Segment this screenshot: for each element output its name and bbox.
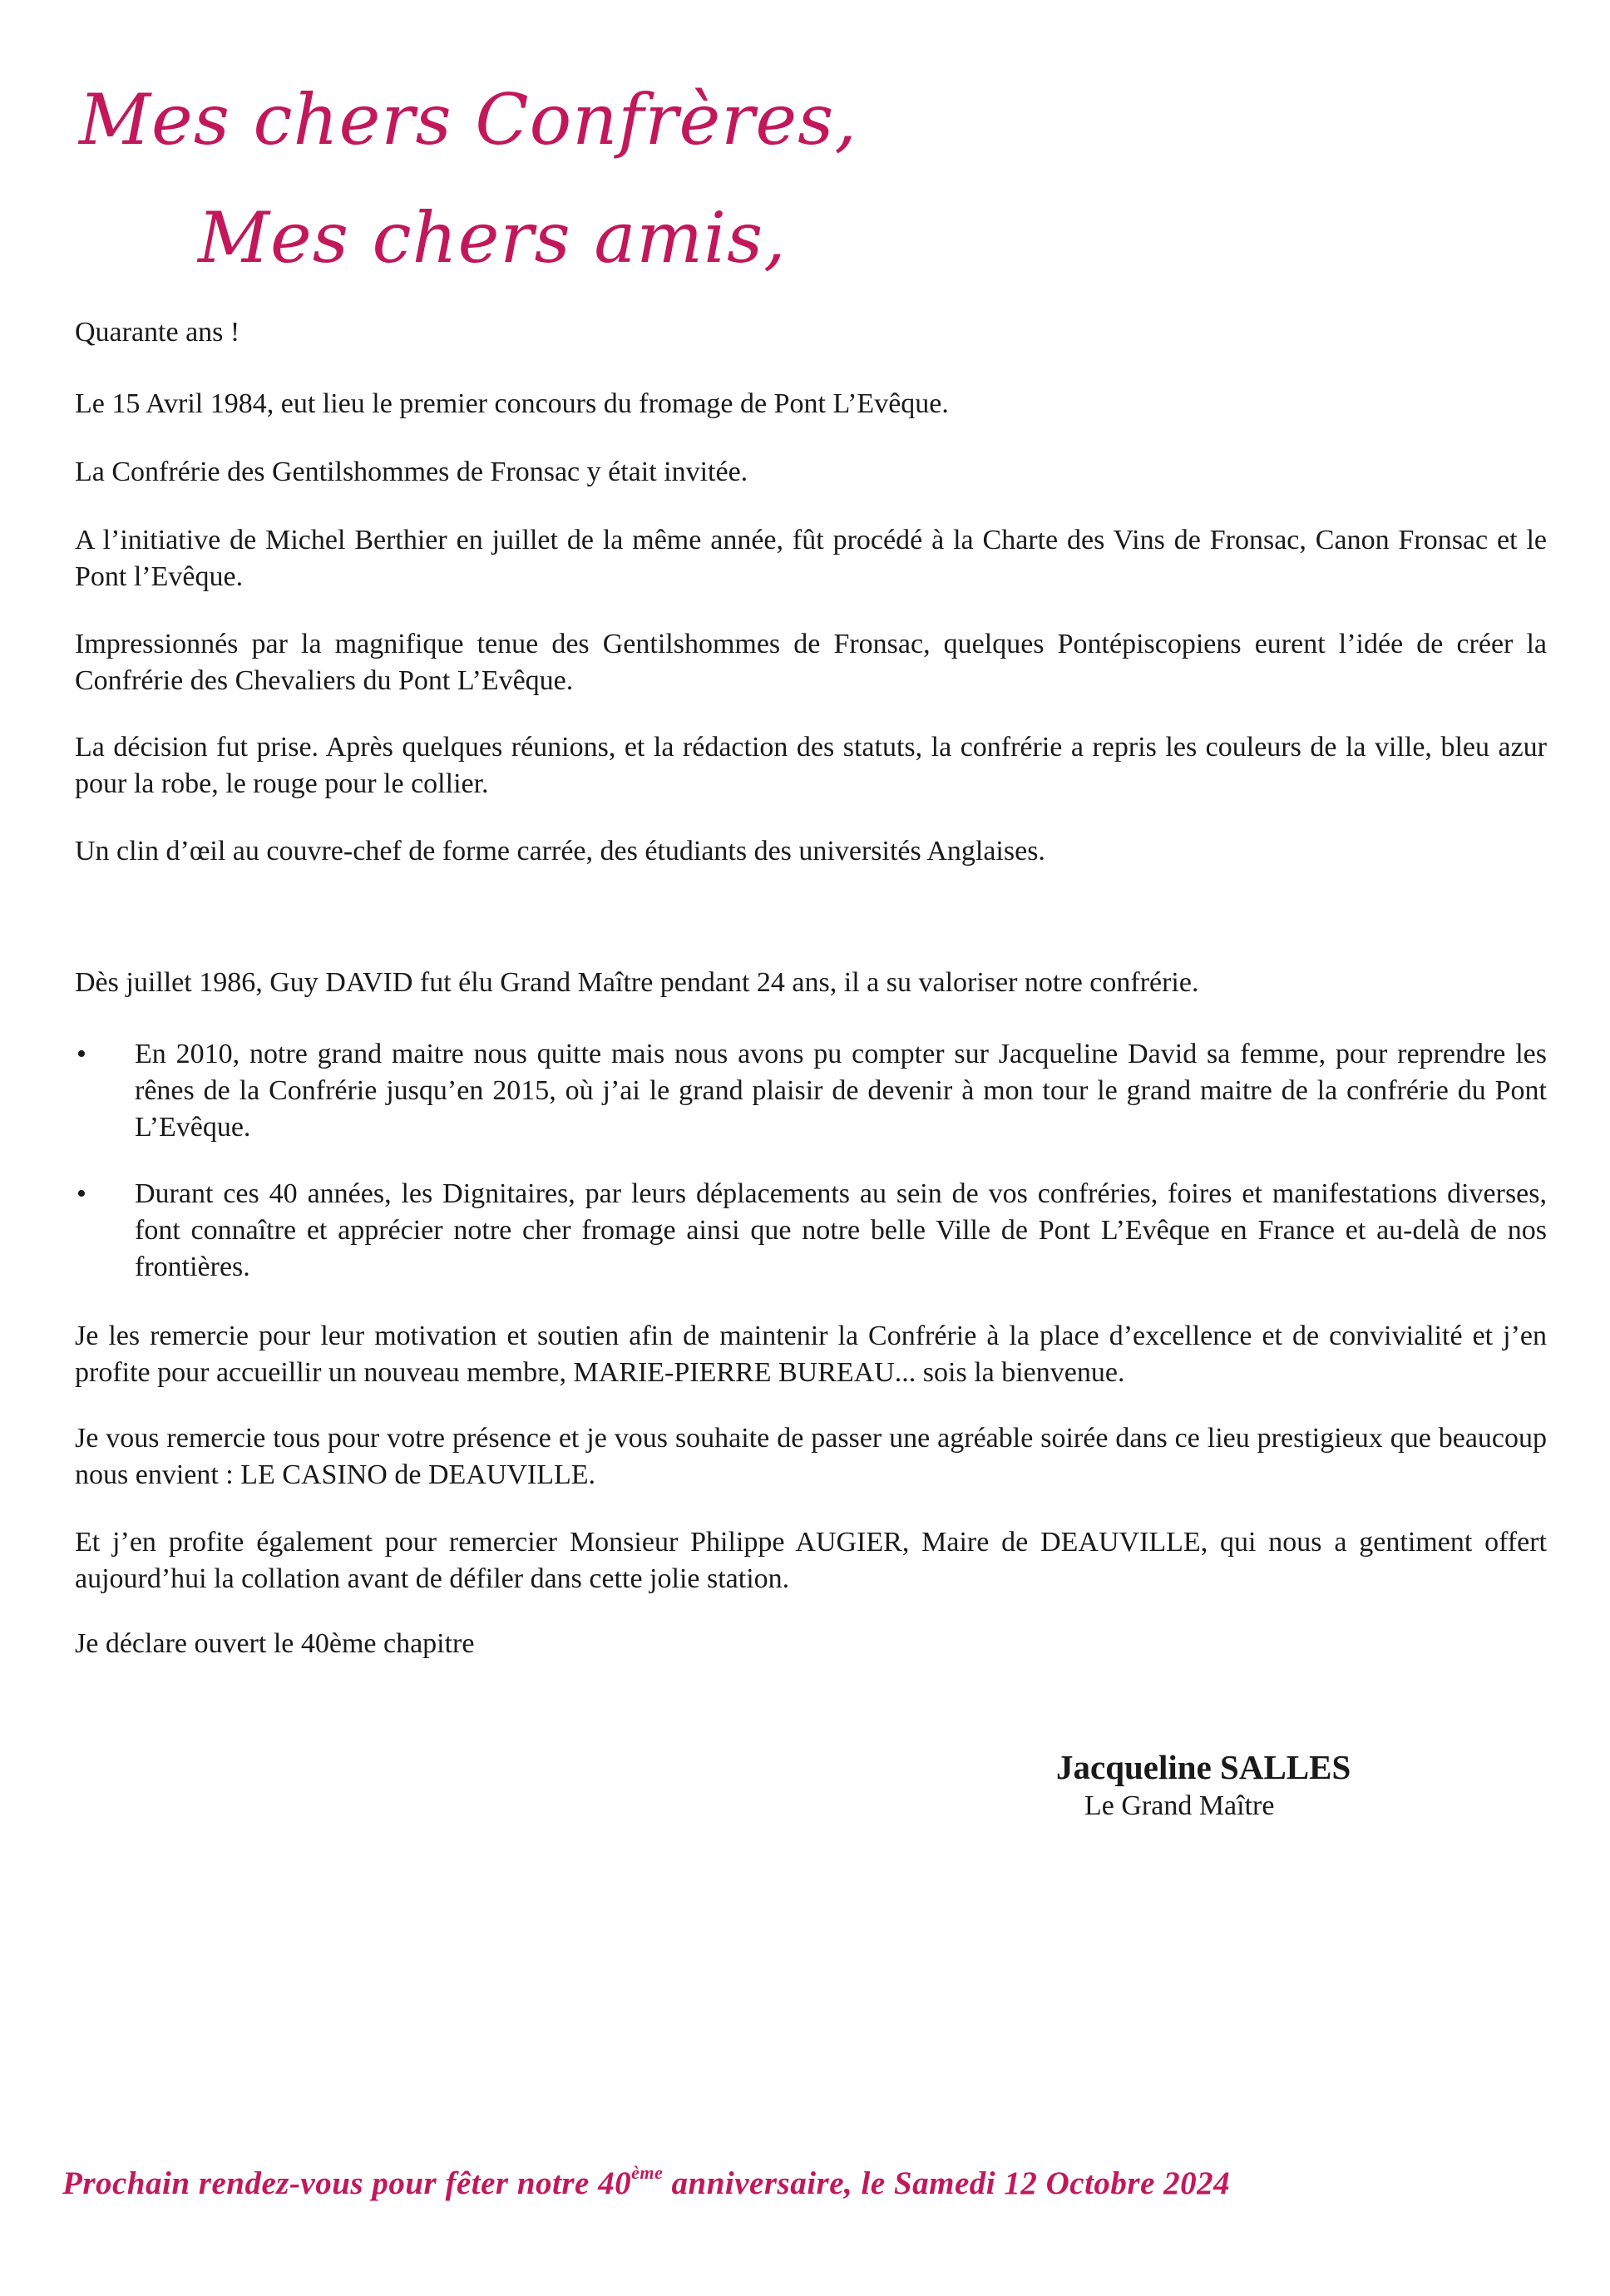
signature-name: Jacqueline SALLES xyxy=(1056,1748,1351,1786)
paragraph-decision: La décision fut prise. Après quelques réunions, et la rédaction des statuts, la confrérie a repris les couleurs de la ville, bleu azur pour la robe, le rouge pour le collier. xyxy=(75,732,1547,799)
bullet-text: En 2010, notre grand maitre nous quitte mais nous avons pu compter sur Jacqueline David sa femme, pour reprendre les rênes de la Confrérie jusqu’en 2015, où j’ai le grand plaisir de devenir à mon tour le grand maitre de la confrérie du Pont L’Evêque. xyxy=(135,1039,1547,1143)
salutation-line-1: Mes chers Confrères, xyxy=(79,79,857,160)
paragraph-charter: A l’initiative de Michel Berthier en juillet de la même année, fût procédé à la Charte des Vins de Fronsac, Canon Fronsac et le Pont l’Evêque. xyxy=(75,525,1547,592)
bullet-text: Durant ces 40 années, les Dignitaires, par leurs déplacements au sein de vos confréries, foires et manifestations diverses, font connaître et apprécier notre cher fromage ainsi que notre belle Ville de Pont L’Evêque en France et au-delà de nos frontières. xyxy=(135,1178,1547,1282)
bullet-marker: • xyxy=(77,1039,86,1069)
salutation-line-2: Mes chers amis, xyxy=(198,197,787,279)
paragraph-thanks-presence: Je vous remercie tous pour votre présence et je vous souhaite de passer une agréable soirée dans ce lieu prestigieux que beaucoup nous envient : LE CASINO de DEAUVILLE. xyxy=(75,1423,1547,1490)
footer-text-after: anniversaire, le Samedi 12 Octobre 2024 xyxy=(663,2165,1231,2201)
footer-text-before: Prochain rendez-vous pour fêter notre 40 xyxy=(62,2165,632,2201)
paragraph-intro: Quarante ans ! xyxy=(75,317,240,348)
signature-block xyxy=(1056,1746,1351,1824)
paragraph-creation: Impressionnés par la magnifique tenue des Gentilshommes de Fronsac, quelques Pontépiscopiens eurent l’idée de créer la Confrérie des Chevaliers du Pont L’Evêque. xyxy=(75,629,1547,696)
footer-superscript: ème xyxy=(631,2162,664,2183)
paragraph-thanks-members: Je les remercie pour leur motivation et soutien afin de maintenir la Confrérie à la place d’excellence et de convivialité et j’en profite pour accueillir un nouveau membre, MARIE-PIERRE BUREAU... sois la bienvenue. xyxy=(75,1321,1547,1388)
paragraph-hat: Un clin d’œil au couvre-chef de forme carrée, des étudiants des universités Anglaises. xyxy=(75,836,1045,867)
signature-title: Le Grand Maître xyxy=(1084,1790,1275,1821)
paragraph-opening: Je déclare ouvert le 40ème chapitre xyxy=(75,1628,475,1659)
paragraph-guy-david: Dès juillet 1986, Guy DAVID fut élu Grand Maître pendant 24 ans, il a su valoriser notre confrérie. xyxy=(75,967,1199,998)
footer-announcement xyxy=(62,2162,1551,2202)
paragraph-fronsac-invited: La Confrérie des Gentilshommes de Fronsac y était invitée. xyxy=(75,457,748,487)
paragraph-thanks-mayor: Et j’en profite également pour remercier Monsieur Philippe AUGIER, Maire de DEAUVILLE, qui nous a gentiment offert aujourd’hui la collation avant de défiler dans cette jolie station. xyxy=(75,1527,1547,1594)
bullet-marker: • xyxy=(77,1178,86,1209)
paragraph-first-contest: Le 15 Avril 1984, eut lieu le premier concours du fromage de Pont L’Evêque. xyxy=(75,388,949,419)
